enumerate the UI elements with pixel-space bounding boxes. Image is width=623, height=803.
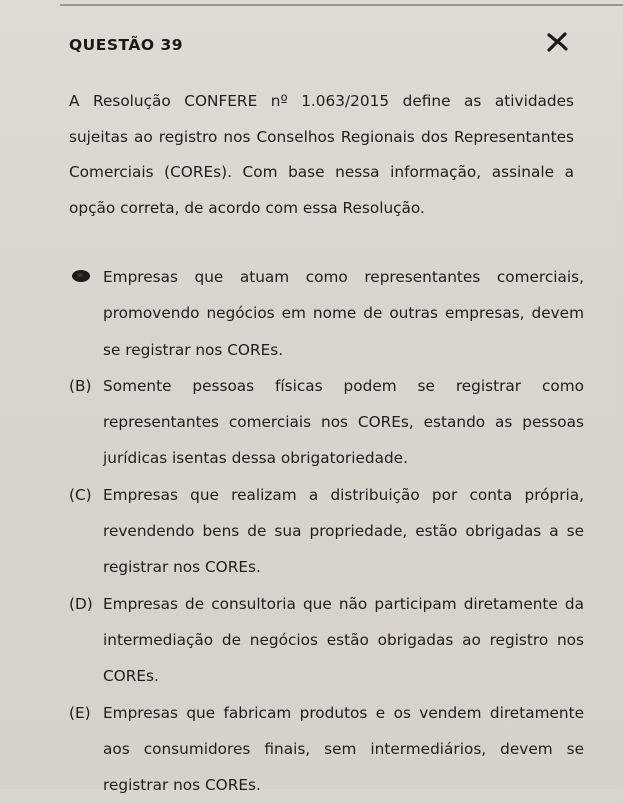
option-e-text: Empresas que fabricam produtos e os vendem diretamente aos consumidores finais, sem intermediários, devem se registrar nos COREs. (103, 703, 584, 795)
option-d-text: Empresas de consultoria que não participam diretamente da intermediação de negócios estão obrigadas ao registro nos COREs. (103, 594, 584, 686)
filled-answer-mark-icon (71, 269, 91, 283)
option-b[interactable] (69, 368, 584, 477)
option-e[interactable] (69, 695, 584, 803)
option-b-text: Somente pessoas físicas podem se registrar como representantes comerciais nos COREs, estando as pessoas jurídicas isentas dessa obrigatoriedade. (103, 376, 584, 468)
option-c-text: Empresas que realizam a distribuição por conta própria, revendendo bens de sua propriedade, estão obrigadas a se registrar nos COREs. (103, 485, 584, 577)
option-c[interactable] (69, 477, 584, 586)
option-b-letter: (B) (69, 376, 92, 395)
option-d-letter: (D) (69, 594, 93, 613)
top-divider (60, 4, 623, 6)
option-a[interactable] (69, 259, 584, 368)
option-e-letter: (E) (69, 703, 91, 722)
cross-mark-icon (545, 30, 569, 54)
option-a-text: Empresas que atuam como representantes comerciais, promovendo negócios em nome de outras empresas, devem se registrar nos COREs. (103, 268, 584, 359)
answer-options (69, 259, 584, 803)
question-title: QUESTÃO 39 (69, 36, 184, 54)
option-a-letter (69, 259, 103, 296)
option-d[interactable] (69, 586, 584, 695)
question-statement: A Resolução CONFERE nº 1.063/2015 define as atividades sujeitas ao registro nos Conselhos Regionais dos Representantes Comerciais (COREs). Com base nessa informação, assinale a opção correta, de acordo com essa Resolução. (69, 92, 574, 217)
option-c-letter: (C) (69, 485, 92, 504)
